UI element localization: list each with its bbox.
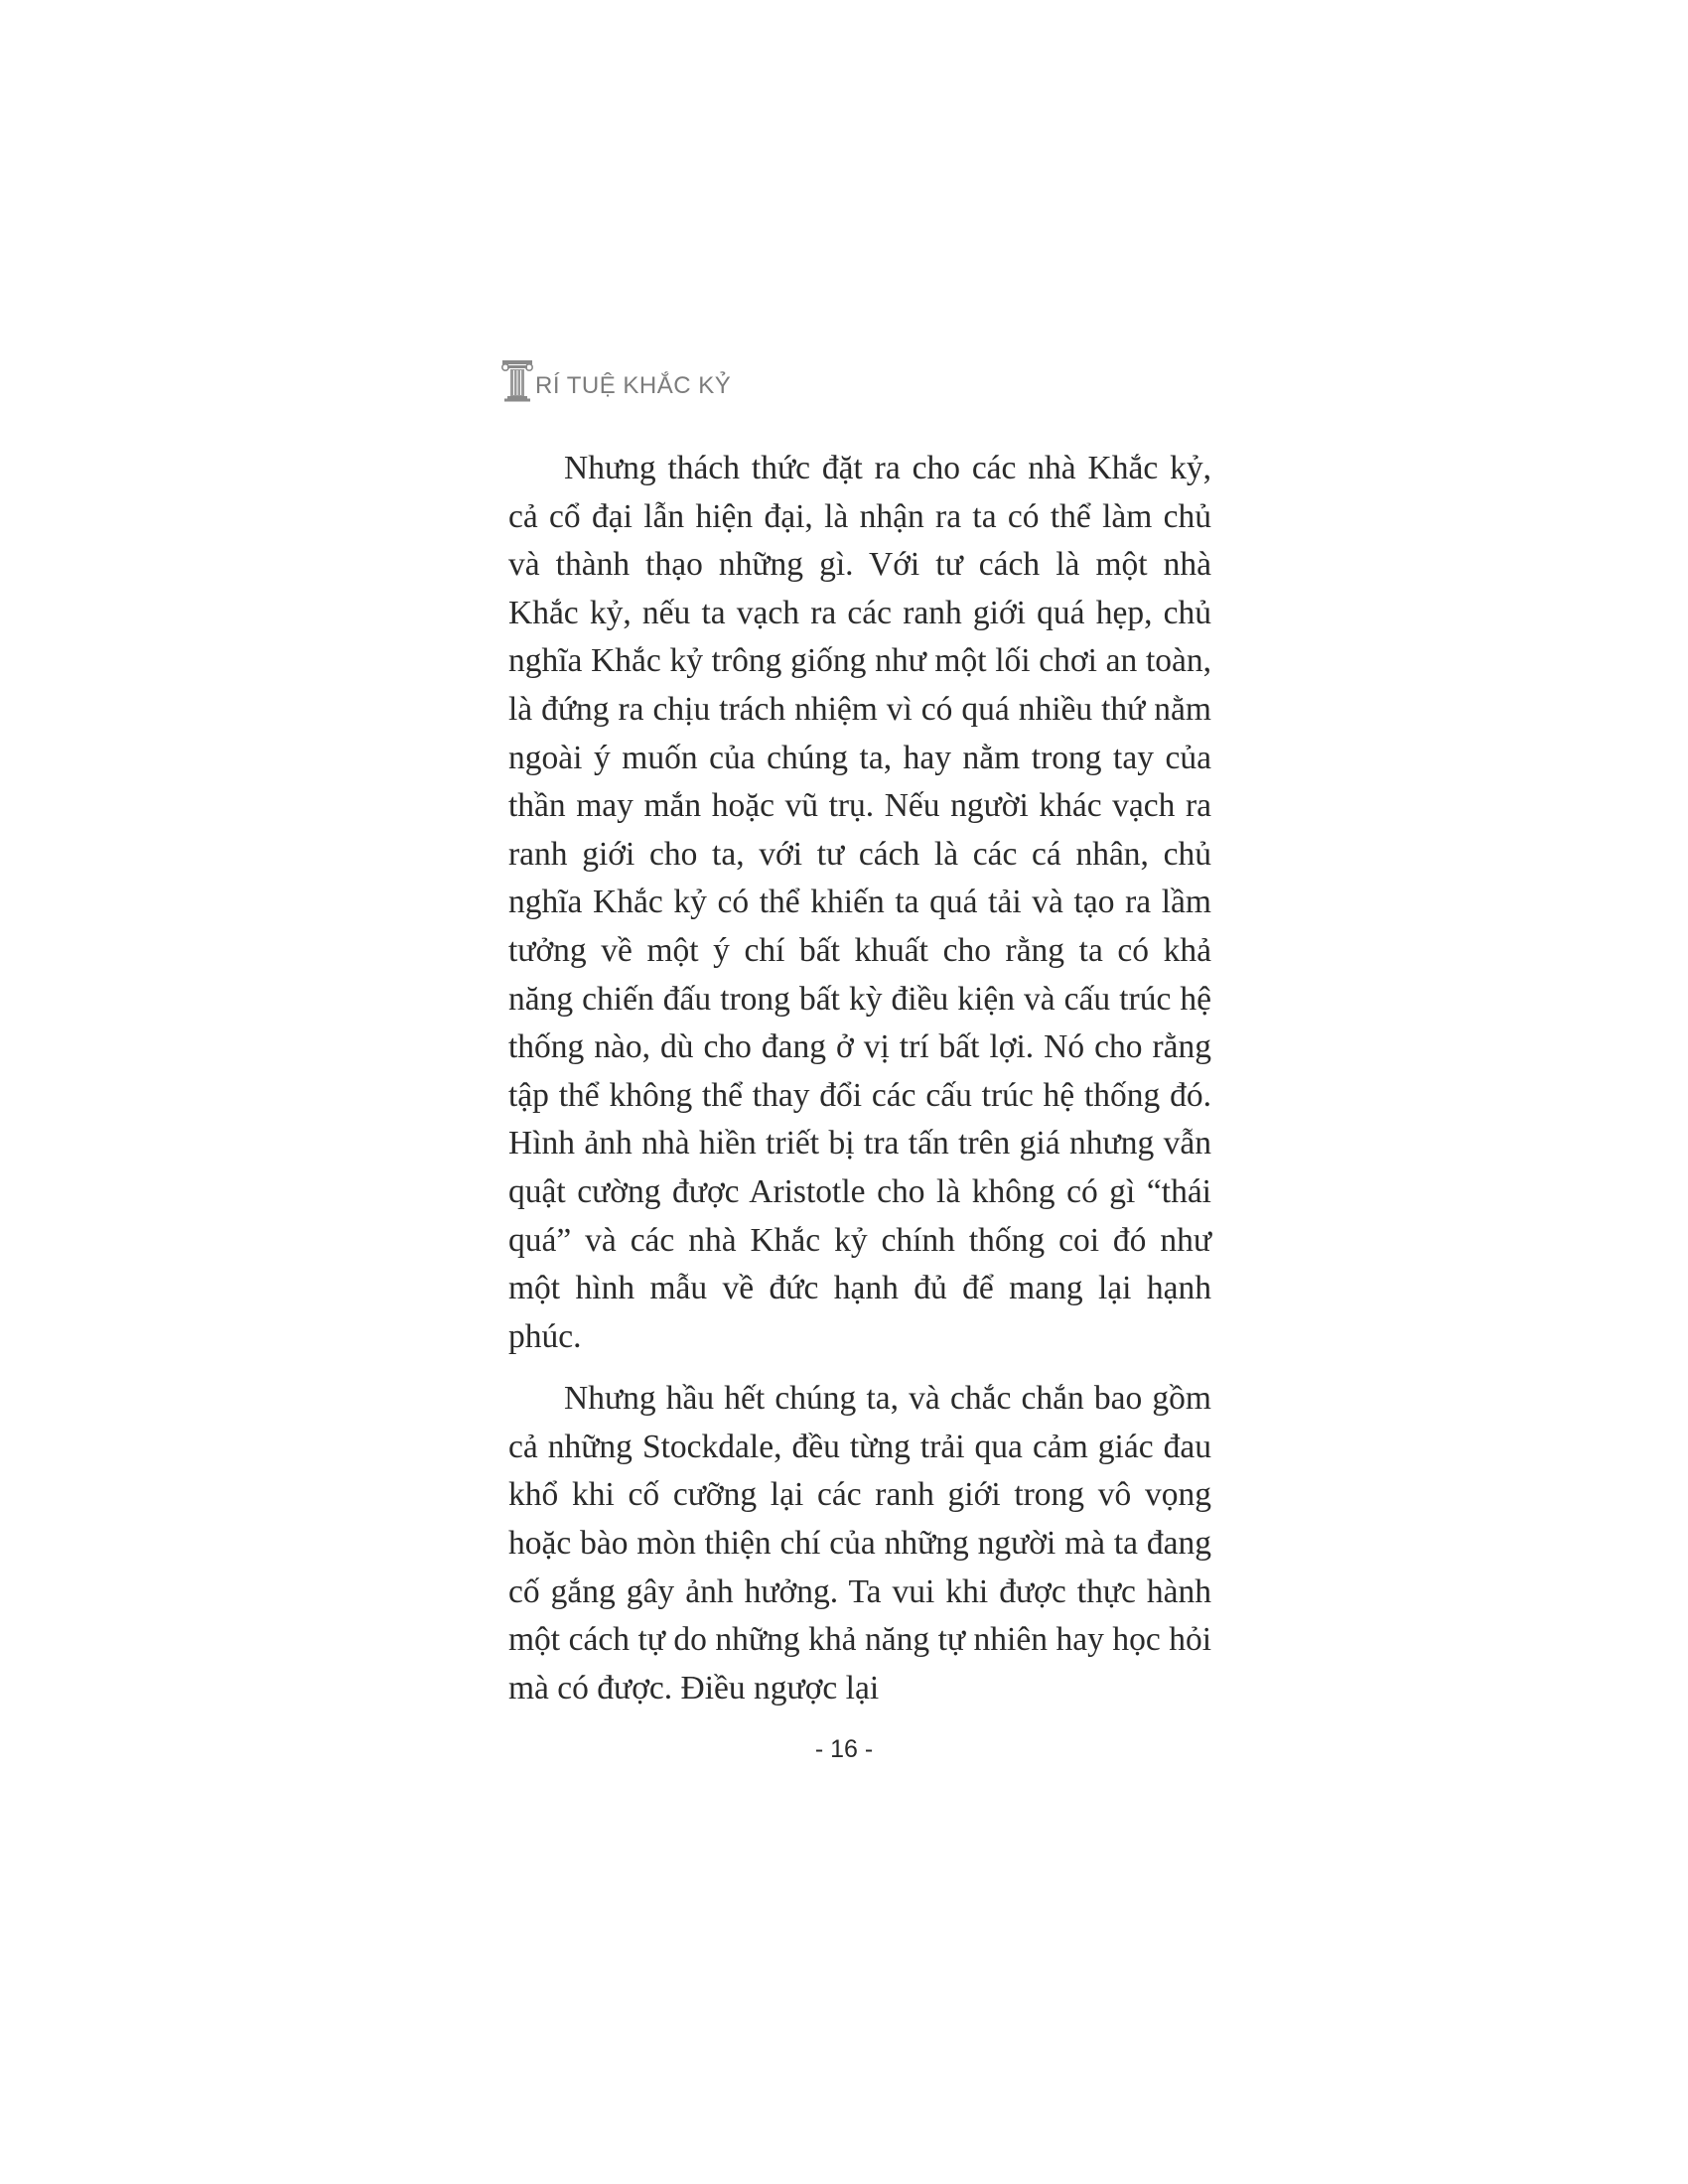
body-text (508, 445, 1211, 1726)
paragraph: Nhưng thách thức đặt ra cho các nhà Khắc kỷ, cả cổ đại lẫn hiện đại, là nhận ra ta có thể làm chủ và thành thạo những gì. Với tư cách là một nhà Khắc kỷ, nếu ta vạch ra các ranh giới quá hẹp, chủ nghĩa Khắc kỷ trông giống như một lối chơi an toàn, là đứng ra chịu trách nhiệm vì có quá nhiều thứ nằm ngoài ý muốn của chúng ta, hay nằm trong tay của thần may mắn hoặc vũ trụ. Nếu người khác vạch ra ranh giới cho ta, với tư cách là các cá nhân, chủ nghĩa Khắc kỷ có thể khiến ta quá tải và tạo ra lầm tưởng về một ý chí bất khuất cho rằng ta có khả năng chiến đấu trong bất kỳ điều kiện và cấu trúc hệ thống nào, dù cho đang ở vị trí bất lợi. Nó cho rằng tập thể không thể thay đổi các cấu trúc hệ thống đó. Hình ảnh nhà hiền triết bị tra tấn trên giá nhưng vẫn quật cường được Aristotle cho là không có gì “thái quá” và các nhà Khắc kỷ chính thống coi đó như một hình mẫu về đức hạnh đủ để mang lại hạnh phúc. (508, 450, 1211, 1355)
page-number: - 16 - (814, 1735, 874, 1763)
ionic-column-icon (501, 358, 533, 402)
running-header-title: RÍ TUỆ KHẮC KỶ (535, 372, 732, 399)
paragraph: Nhưng hầu hết chúng ta, và chắc chắn bao gồm cả những Stockdale, đều từng trải qua cảm giác đau khổ khi cố cưỡng lại các ranh giới trong vô vọng hoặc bào mòn thiện chí của những người mà ta đang cố gắng gây ảnh hưởng. Ta vui khi được thực hành một cách tự do những khả năng tự nhiên hay học hỏi mà có được. Điều ngược lại (508, 1380, 1211, 1706)
running-header (501, 352, 731, 402)
